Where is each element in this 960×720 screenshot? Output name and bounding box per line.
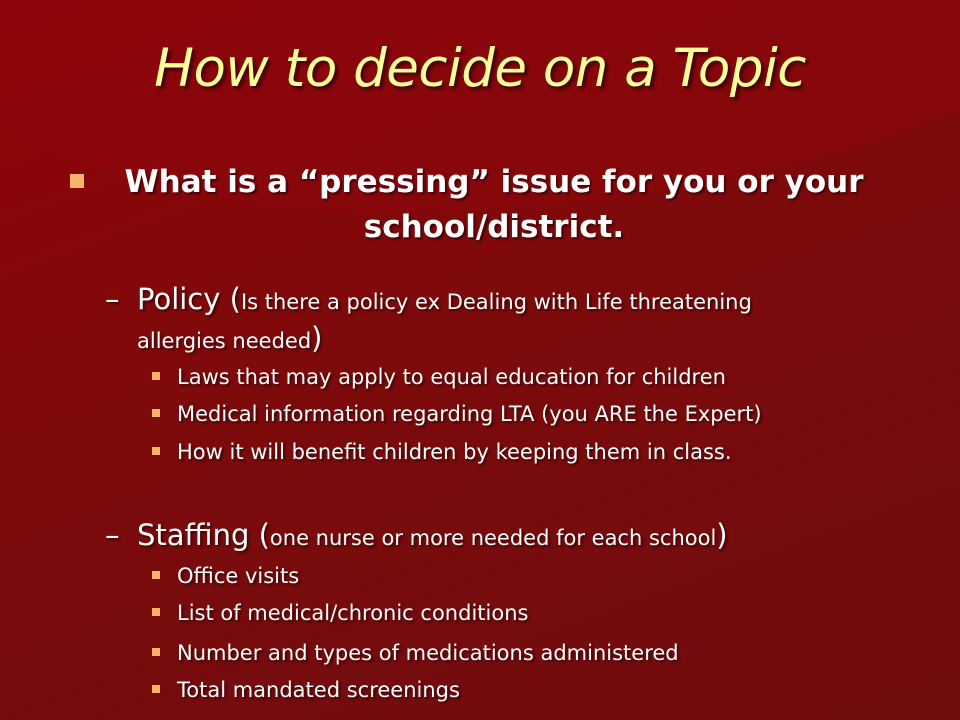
dash-icon: –	[105, 518, 120, 552]
list-item	[152, 678, 460, 702]
list-item-text: Medical information regarding LTA (you ARE the Expert)	[177, 402, 762, 426]
sub-bullet-detail-cont: allergies needed	[137, 329, 312, 353]
sub-bullet-close: )	[311, 321, 323, 355]
sub-bullet-detail: one nurse or more needed for each school	[269, 526, 717, 550]
sub-bullet-policy-cont	[137, 321, 322, 355]
list-item	[152, 564, 299, 588]
sub-bullet-close: )	[716, 518, 728, 552]
dash-icon: –	[105, 282, 120, 316]
sub-bullet-label: Policy (	[137, 282, 241, 316]
list-item	[152, 641, 679, 665]
list-item-text: Laws that may apply to equal education for children	[177, 365, 726, 389]
list-item	[152, 365, 726, 389]
square-bullet-icon	[152, 648, 160, 656]
sub-bullet-detail: Is there a policy ex Dealing with Life threatening	[240, 290, 752, 314]
sub-bullet-staffing	[105, 518, 728, 552]
square-bullet-icon	[152, 685, 160, 693]
list-item-text: Number and types of medications administered	[177, 641, 679, 665]
main-bullet	[64, 160, 924, 250]
list-item-text: Total mandated screenings	[177, 678, 460, 702]
square-bullet-icon	[152, 608, 160, 616]
list-item	[152, 601, 528, 625]
square-bullet-icon	[152, 447, 160, 455]
square-bullet-icon	[152, 571, 160, 579]
list-item-text: List of medical/chronic conditions	[177, 601, 529, 625]
list-item-text: Office visits	[177, 564, 300, 588]
sub-bullet-policy	[105, 282, 752, 316]
square-bullet-icon	[152, 372, 160, 380]
slide-title: How to decide on a Topic	[154, 38, 806, 99]
square-bullet-icon	[152, 409, 160, 417]
list-item	[152, 402, 762, 426]
square-bullet-icon	[70, 174, 84, 188]
main-bullet-text: What is a “pressing” issue for you or your school/district.	[124, 164, 864, 245]
list-item	[152, 440, 732, 464]
sub-bullet-label: Staffing (	[137, 518, 270, 552]
list-item-text: How it will benefit children by keeping them in class.	[177, 440, 732, 464]
